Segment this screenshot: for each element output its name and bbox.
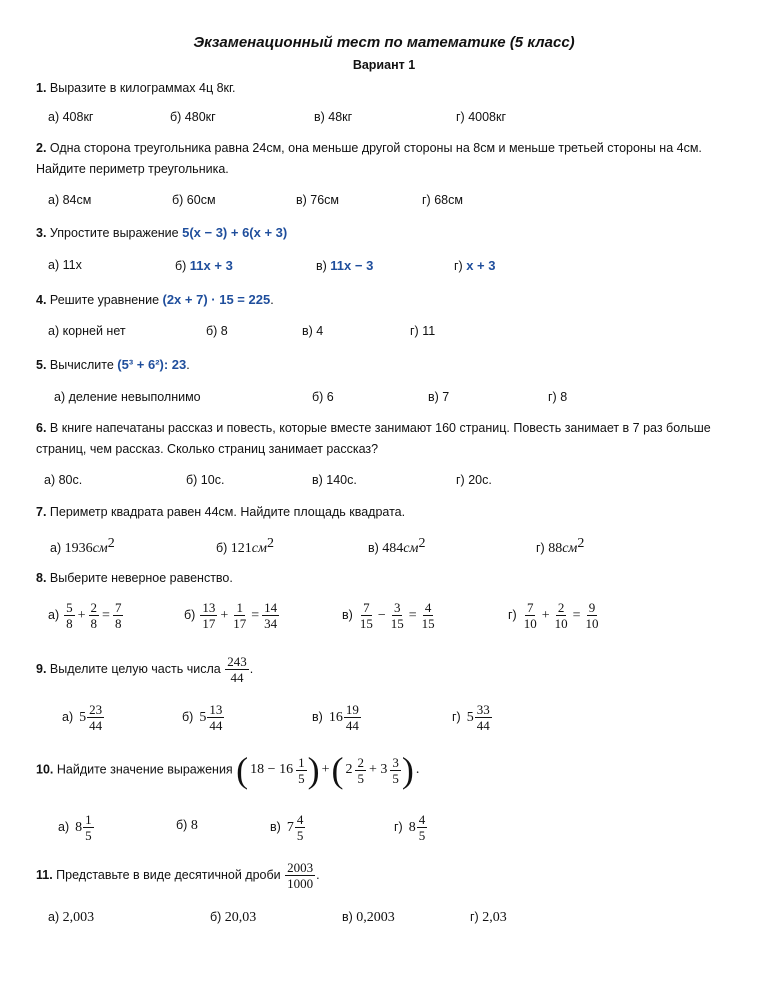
answer-label: в) [342, 910, 357, 924]
denominator: 15 [421, 616, 435, 631]
fraction [553, 600, 570, 631]
mixed-number [287, 812, 307, 843]
paren: ) [401, 750, 414, 790]
unit: см [251, 541, 267, 557]
q10-answer-d [394, 812, 428, 843]
question-text: Решите уравнение [46, 293, 163, 307]
numerator: 1 [85, 812, 92, 827]
question-4 [36, 289, 736, 311]
q3-answer-d [454, 258, 495, 273]
whole-part: 8 [75, 819, 83, 835]
question-number: 10. [36, 762, 54, 777]
equals-sign: = [408, 607, 417, 623]
answer-label: б) [176, 818, 188, 832]
answer-label: а) [50, 541, 65, 556]
fraction [420, 600, 437, 631]
question-7 [36, 502, 736, 523]
fraction [417, 812, 428, 843]
fraction [225, 654, 249, 685]
question-10 [36, 752, 736, 788]
whole-part: 5 [79, 709, 87, 725]
answer-label: г) [394, 819, 403, 834]
term: 18 − 16 [250, 762, 294, 778]
numerator: 2003 [287, 860, 314, 875]
denominator: 8 [90, 616, 98, 631]
fraction [295, 812, 306, 843]
denominator: 8 [114, 616, 122, 631]
question-text: Выразите в килограммах 4ц 8кг. [46, 81, 236, 95]
mixed-number [75, 812, 95, 843]
numerator: 3 [392, 754, 399, 770]
question-text: Найдите значение выражения [53, 762, 237, 777]
q10-answer-b [176, 818, 198, 834]
q9-answer-c [312, 702, 362, 733]
q7-answer-c [368, 536, 425, 557]
equals-sign: = [102, 607, 110, 623]
denominator: 44 [476, 718, 490, 733]
answer-label: б) [182, 709, 194, 724]
answer-value: 20,03 [224, 910, 257, 925]
q8-answer-a [48, 600, 124, 631]
exponent: 2 [107, 536, 115, 551]
numerator: 2 [90, 600, 98, 615]
answer-label: в) [270, 819, 281, 834]
q2-answer-d: г) 68см [422, 193, 463, 207]
answer-label: г) [452, 709, 461, 724]
fraction [83, 812, 94, 843]
question-text: В книге напечатаны рассказ и повесть, которые вместе занимают 160 страниц. Повесть занимает в 7 раз больше страниц, чем рассказ. Сколько страниц занимает рассказ? [36, 421, 711, 456]
answer-value: 8 [190, 818, 198, 833]
q9-answer-d [452, 702, 493, 733]
question-6 [36, 418, 726, 460]
denominator: 5 [296, 828, 304, 843]
mixed-number [467, 702, 493, 733]
whole-part: 16 [328, 709, 343, 725]
tail: . [316, 867, 320, 882]
q4-answer-b: б) 8 [206, 324, 228, 338]
question-9 [36, 654, 736, 685]
expression: 5(x − 3) + 6(x + 3) [182, 225, 288, 240]
question-text: Вычислите [46, 358, 118, 372]
denominator: 5 [392, 770, 399, 786]
equals-sign: = [572, 607, 581, 623]
q6-answer-a: а) 80с. [44, 473, 83, 487]
fraction [231, 600, 248, 631]
answer-label: а) [58, 819, 70, 834]
q10-answer-a [58, 812, 95, 843]
q6-answer-b: б) 10с. [186, 473, 225, 487]
numerator: 23 [89, 702, 103, 717]
fraction [207, 702, 224, 733]
q7-answer-a [50, 536, 115, 557]
denominator: 15 [390, 616, 404, 631]
q2-answer-c: в) 76см [296, 193, 340, 207]
q11-answer-a [48, 910, 94, 926]
denominator: 5 [298, 770, 305, 786]
fraction [89, 600, 100, 631]
numerator: 2 [357, 754, 364, 770]
question-2 [36, 138, 736, 180]
exponent: 2 [266, 536, 274, 551]
q8-answer-c [342, 600, 438, 631]
denominator: 10 [585, 616, 599, 631]
numerator: 5 [66, 600, 73, 615]
numerator: 14 [264, 600, 278, 615]
tail: . [186, 358, 190, 372]
numerator: 243 [227, 654, 247, 669]
question-text: Выделите целую часть числа [46, 661, 225, 676]
answer-label: а) [48, 910, 63, 924]
q3-answer-a: а) 11x [48, 258, 82, 272]
answer-label: б) [175, 259, 190, 273]
answer-value: 1936 [64, 541, 93, 557]
fraction [87, 702, 104, 733]
q2-answer-a: а) 84см [48, 193, 92, 207]
fraction [296, 755, 307, 786]
q1-answer-c: в) 48кг [314, 110, 353, 124]
q4-answer-d: г) 11 [410, 324, 436, 338]
question-text: Выберите неверное равенство. [46, 571, 233, 585]
fraction [389, 600, 406, 631]
q10-answer-c [270, 812, 306, 843]
answer-value: 121 [230, 541, 252, 557]
unit: см [562, 541, 578, 557]
answer-value: 2,003 [62, 910, 95, 925]
q1-answer-a: а) 408кг [48, 110, 94, 124]
answer-label: б) [210, 910, 225, 924]
q5-answer-d: г) 8 [548, 390, 568, 404]
question-8 [36, 568, 736, 589]
denominator: 44 [89, 718, 103, 733]
denominator: 5 [85, 828, 92, 843]
exponent: 2 [418, 536, 426, 551]
numerator: 4 [296, 812, 304, 827]
q7-answer-b [216, 536, 274, 557]
unit: см [403, 541, 419, 557]
whole-part: 8 [408, 819, 416, 835]
q9-answer-b [182, 702, 225, 733]
answer-value: 0,2003 [356, 910, 395, 925]
question-number: 8. [36, 571, 47, 585]
denominator: 34 [264, 616, 278, 631]
unit: см [92, 541, 108, 557]
denominator: 5 [357, 770, 364, 786]
numerator: 19 [345, 702, 359, 717]
q4-answer-a: а) корней нет [48, 324, 126, 338]
fraction [390, 755, 401, 786]
answer-label: в) [368, 541, 383, 556]
question-number: 2. [36, 141, 47, 155]
mixed-number [409, 812, 429, 843]
variant-label: Вариант 1 [352, 58, 416, 72]
numerator: 4 [424, 600, 432, 615]
q6-answer-c: в) 140с. [312, 473, 357, 487]
numerator: 7 [526, 600, 534, 615]
answer-label: а) [62, 709, 74, 724]
fraction [522, 600, 539, 631]
denominator: 1000 [287, 876, 314, 891]
question-3 [36, 222, 736, 244]
tail: . [249, 661, 254, 676]
question-11 [36, 860, 736, 891]
answer-label: г) [454, 259, 467, 273]
q3-answer-c [316, 258, 373, 273]
q5-answer-c: в) 7 [428, 390, 450, 404]
operator: + [77, 607, 86, 623]
mixed-number [329, 702, 362, 733]
fraction [344, 702, 361, 733]
fraction [355, 755, 366, 786]
fraction [262, 600, 279, 631]
denominator: 44 [345, 718, 359, 733]
denominator: 8 [66, 616, 73, 631]
answer-label: б) [216, 541, 231, 556]
question-1 [36, 78, 736, 99]
answer-label: б) [184, 607, 196, 622]
numerator: 33 [476, 702, 490, 717]
equals-sign: = [251, 607, 260, 623]
equation: (2x + 7) · 15 = 225 [162, 292, 271, 307]
fraction [200, 600, 217, 631]
answer-label: г) [508, 607, 517, 622]
whole-part: 7 [286, 819, 294, 835]
q6-answer-d: г) 20с. [456, 473, 492, 487]
mixed-number [199, 702, 225, 733]
answer-expression: 11x − 3 [330, 258, 374, 273]
exponent: 2 [577, 536, 585, 551]
expression: (5³ + 6²): 23 [117, 357, 187, 372]
operator: + [220, 607, 229, 623]
question-number: 4. [36, 293, 47, 307]
question-number: 9. [36, 661, 47, 676]
question-number: 5. [36, 358, 47, 372]
numerator: 9 [588, 600, 596, 615]
operator: − [377, 607, 386, 623]
paren: ) [307, 750, 320, 790]
question-number: 11. [36, 867, 53, 882]
denominator: 15 [359, 616, 373, 631]
denominator: 10 [523, 616, 537, 631]
operator: + [321, 762, 330, 778]
q5-answer-a: а) деление невыполнимо [54, 390, 201, 404]
answer-value: 2,03 [482, 910, 507, 925]
paren: ( [331, 750, 344, 790]
paren: ( [236, 750, 249, 790]
q4-answer-c: в) 4 [302, 324, 324, 338]
tail: . [415, 762, 420, 778]
denominator: 44 [209, 718, 223, 733]
fraction [475, 702, 492, 733]
numerator: 2 [557, 600, 565, 615]
question-5 [36, 354, 736, 376]
fraction [64, 600, 75, 631]
q11-answer-d [470, 910, 507, 926]
numerator: 7 [363, 600, 370, 615]
numerator: 3 [393, 600, 401, 615]
question-number: 1. [36, 81, 47, 95]
denominator: 5 [418, 828, 426, 843]
answer-value: 88 [548, 541, 563, 557]
answer-label: а) [48, 607, 60, 622]
mixed-number [79, 702, 105, 733]
tail: . [270, 293, 274, 307]
denominator: 10 [554, 616, 568, 631]
page-title: Экзаменационный тест по математике (5 класс) [193, 34, 575, 51]
numerator: 13 [209, 702, 223, 717]
q1-answer-b: б) 480кг [170, 110, 216, 124]
answer-value: 484 [382, 541, 404, 557]
whole-part: 5 [199, 709, 207, 725]
q11-answer-b [210, 910, 256, 926]
term: 2 [345, 762, 353, 778]
question-number: 3. [36, 226, 47, 240]
numerator: 4 [418, 812, 426, 827]
question-text: Периметр квадрата равен 44см. Найдите площадь квадрата. [46, 505, 406, 519]
fraction [113, 600, 124, 631]
question-text: Упростите выражение [46, 226, 183, 240]
operator: + [541, 607, 550, 623]
denominator: 44 [230, 670, 244, 685]
answer-label: в) [316, 259, 331, 273]
denominator: 17 [202, 616, 216, 631]
q8-answer-b [184, 600, 280, 631]
answer-expression: x + 3 [466, 258, 496, 273]
fraction [584, 600, 601, 631]
q5-answer-b: б) 6 [312, 390, 334, 404]
term: + 3 [368, 762, 388, 778]
question-text: Одна сторона треугольника равна 24см, она меньше другой стороны на 8см и меньше третьей стороны на 4см. Найдите периметр треугольника. [36, 141, 702, 176]
numerator: 1 [236, 600, 243, 615]
answer-label: г) [470, 910, 483, 924]
denominator: 17 [233, 616, 247, 631]
fraction [358, 600, 375, 631]
q7-answer-d [536, 536, 584, 557]
q2-answer-b: б) 60см [172, 193, 216, 207]
q1-answer-d: г) 4008кг [456, 110, 507, 124]
answer-expression: 11x + 3 [189, 258, 233, 273]
question-text: Представьте в виде десятичной дроби [52, 867, 285, 882]
whole-part: 5 [466, 709, 474, 725]
q9-answer-a [62, 702, 105, 733]
answer-label: в) [342, 607, 353, 622]
numerator: 13 [202, 600, 216, 615]
question-number: 6. [36, 421, 47, 435]
q11-answer-c [342, 910, 395, 926]
answer-label: в) [312, 709, 323, 724]
answer-label: г) [536, 541, 549, 556]
numerator: 1 [298, 754, 305, 770]
question-number: 7. [36, 505, 47, 519]
q3-answer-b [175, 258, 233, 273]
numerator: 7 [114, 600, 122, 615]
fraction [285, 860, 315, 891]
q8-answer-d [508, 600, 602, 631]
